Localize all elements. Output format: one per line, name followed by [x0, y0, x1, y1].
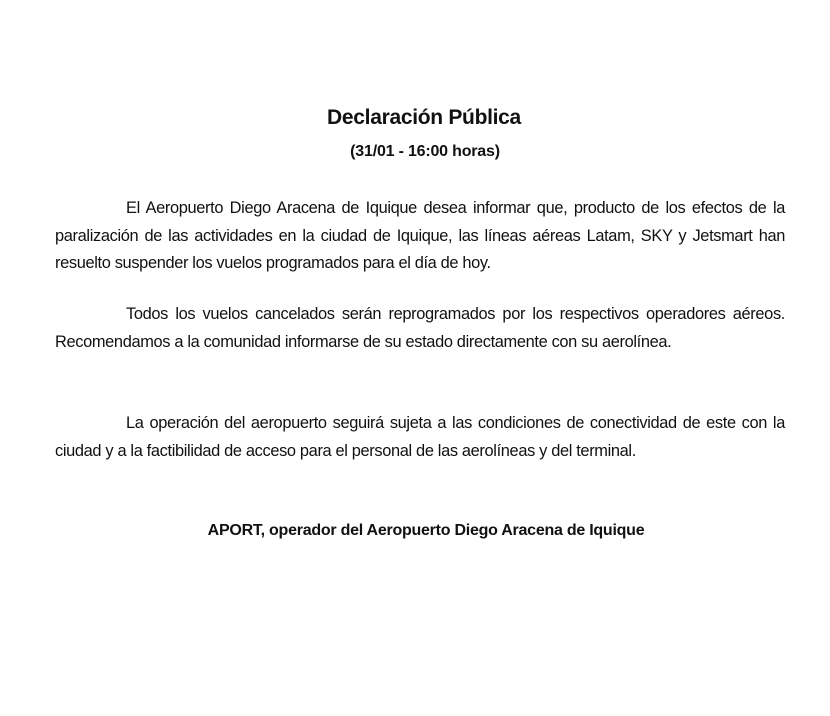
document-title: Declaración Pública	[327, 106, 521, 129]
paragraph-flight-suspension	[55, 195, 785, 278]
paragraph-text: La operación del aeropuerto seguirá sujeta a las condiciones de conectividad de este con la ciudad y a la factibilidad de acceso para el personal de las aerolíneas y del terminal.	[55, 414, 785, 460]
paragraph-operations	[55, 410, 785, 465]
paragraph-text: El Aeropuerto Diego Aracena de Iquique desea informar que, producto de los efectos de la paralización de las actividades en la ciudad de Iquique, las líneas aéreas Latam, SKY y Jetsmart han resuelto suspender los vuelos programados para el día de hoy.	[55, 199, 785, 272]
document-subtitle-datetime: (31/01 - 16:00 horas)	[350, 143, 500, 160]
paragraph-rescheduling	[55, 301, 785, 356]
document-signature: APORT, operador del Aeropuerto Diego Aracena de Iquique	[207, 522, 645, 539]
paragraph-text: Todos los vuelos cancelados serán reprogramados por los respectivos operadores aéreos. Recomendamos a la comunidad informarse de su estado directamente con su aerolínea.	[55, 305, 785, 351]
